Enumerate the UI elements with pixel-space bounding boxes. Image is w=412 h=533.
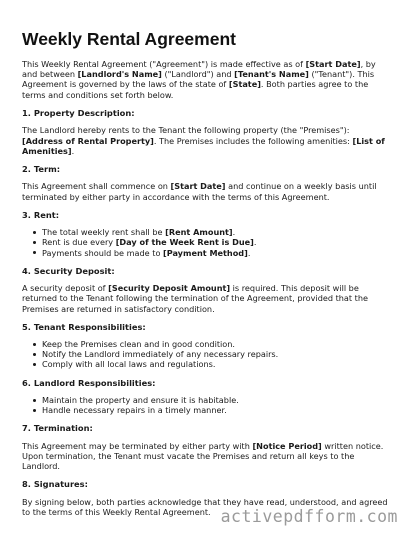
start-date-placeholder: [Start Date] (305, 59, 361, 69)
termination-text: written notice. Upon termination, the Tenant must vacate the Premises and return all keys to the Landlord. (22, 440, 384, 472)
termination-paragraph (22, 441, 392, 472)
document-page (22, 28, 392, 517)
section-heading-termination: 7. Termination: (22, 423, 93, 434)
list-item (33, 237, 392, 247)
rent-list (22, 227, 392, 257)
deposit-amount-placeholder: [Security Deposit Amount] (108, 283, 231, 294)
intro-text: This Weekly Rental Agreement ("Agreement") is made effective as of (22, 59, 306, 69)
rent-item-text: . (247, 247, 251, 258)
rent-due-day-placeholder: [Day of the Week Rent is Due] (115, 237, 254, 248)
notice-period-placeholder: [Notice Period] (252, 440, 322, 451)
list-item: Comply with all local laws and regulations. (33, 359, 392, 369)
section-heading-deposit: 4. Security Deposit: (22, 265, 115, 276)
payment-method-placeholder: [Payment Method] (163, 247, 248, 258)
section-heading-term: 2. Term: (22, 163, 61, 174)
rent-item-text: Rent is due every (42, 237, 116, 248)
state-placeholder: [State] (228, 79, 261, 90)
list-item (33, 248, 392, 258)
termination-text: This Agreement may be terminated by either party with (22, 440, 253, 451)
list-item: Maintain the property and ensure it is habitable. (33, 395, 392, 405)
deposit-paragraph (22, 283, 392, 314)
landlord-responsibilities-list (22, 395, 392, 415)
list-item (33, 227, 392, 237)
rent-item-text: . (253, 237, 257, 248)
intro-text: ("Tenant"). This Agreement is governed by the laws of the state of (22, 69, 375, 90)
term-start-date-placeholder: [Start Date] (170, 181, 226, 192)
section-heading-landlord-responsibilities: 6. Landlord Responsibilities: (22, 377, 156, 388)
deposit-text: is required. This deposit will be returned to the Tenant following the termination of the Agreement, provided that the Premises are returned in satisfactory condition. (22, 283, 369, 314)
section-heading-signatures: 8. Signatures: (22, 479, 88, 490)
property-text: . (71, 145, 75, 156)
amenities-placeholder: [List of Amenities] (22, 135, 385, 156)
list-item: Handle necessary repairs in a timely manner. (33, 405, 392, 415)
tenant-responsibilities-list (22, 339, 392, 369)
intro-paragraph (22, 59, 392, 100)
rent-amount-placeholder: [Rent Amount] (165, 227, 233, 238)
term-paragraph (22, 181, 392, 201)
section-heading-tenant-responsibilities: 5. Tenant Responsibilities: (22, 321, 146, 332)
rent-item-text: The total weekly rent shall be (42, 227, 166, 238)
property-text: The Landlord hereby rents to the Tenant the following property (the "Premises"): (22, 125, 350, 136)
property-paragraph (22, 125, 392, 156)
rent-item-text: . (232, 227, 236, 238)
rent-item-text: Payments should be made to (42, 247, 163, 258)
signatures-paragraph: By signing below, both parties acknowledge that they have read, understood, and agreed to the terms of this Weekly Rental Agreement. (22, 496, 388, 517)
intro-text: . Both parties agree to the terms and conditions set forth below. (22, 79, 369, 100)
landlord-name-placeholder: [Landlord's Name] (77, 69, 162, 80)
section-heading-property: 1. Property Description: (22, 107, 135, 118)
document-title: Weekly Rental Agreement (22, 29, 236, 49)
intro-text: ("Landlord") and (161, 69, 235, 80)
list-item: Notify the Landlord immediately of any necessary repairs. (33, 349, 392, 359)
term-text: This Agreement shall commence on (22, 181, 171, 192)
deposit-text: A security deposit of (22, 283, 109, 294)
watermark: activepdfform.com (220, 507, 398, 526)
term-text: and continue on a weekly basis until terminated by either party in accordance with the terms of this Agreement. (22, 181, 377, 202)
property-text: . The Premises includes the following amenities: (153, 135, 353, 146)
tenant-name-placeholder: [Tenant's Name] (234, 69, 309, 80)
section-heading-rent: 3. Rent: (22, 209, 60, 220)
address-placeholder: [Address of Rental Property] (22, 135, 154, 146)
intro-text: , by and between (22, 59, 376, 80)
list-item: Keep the Premises clean and in good condition. (33, 339, 392, 349)
